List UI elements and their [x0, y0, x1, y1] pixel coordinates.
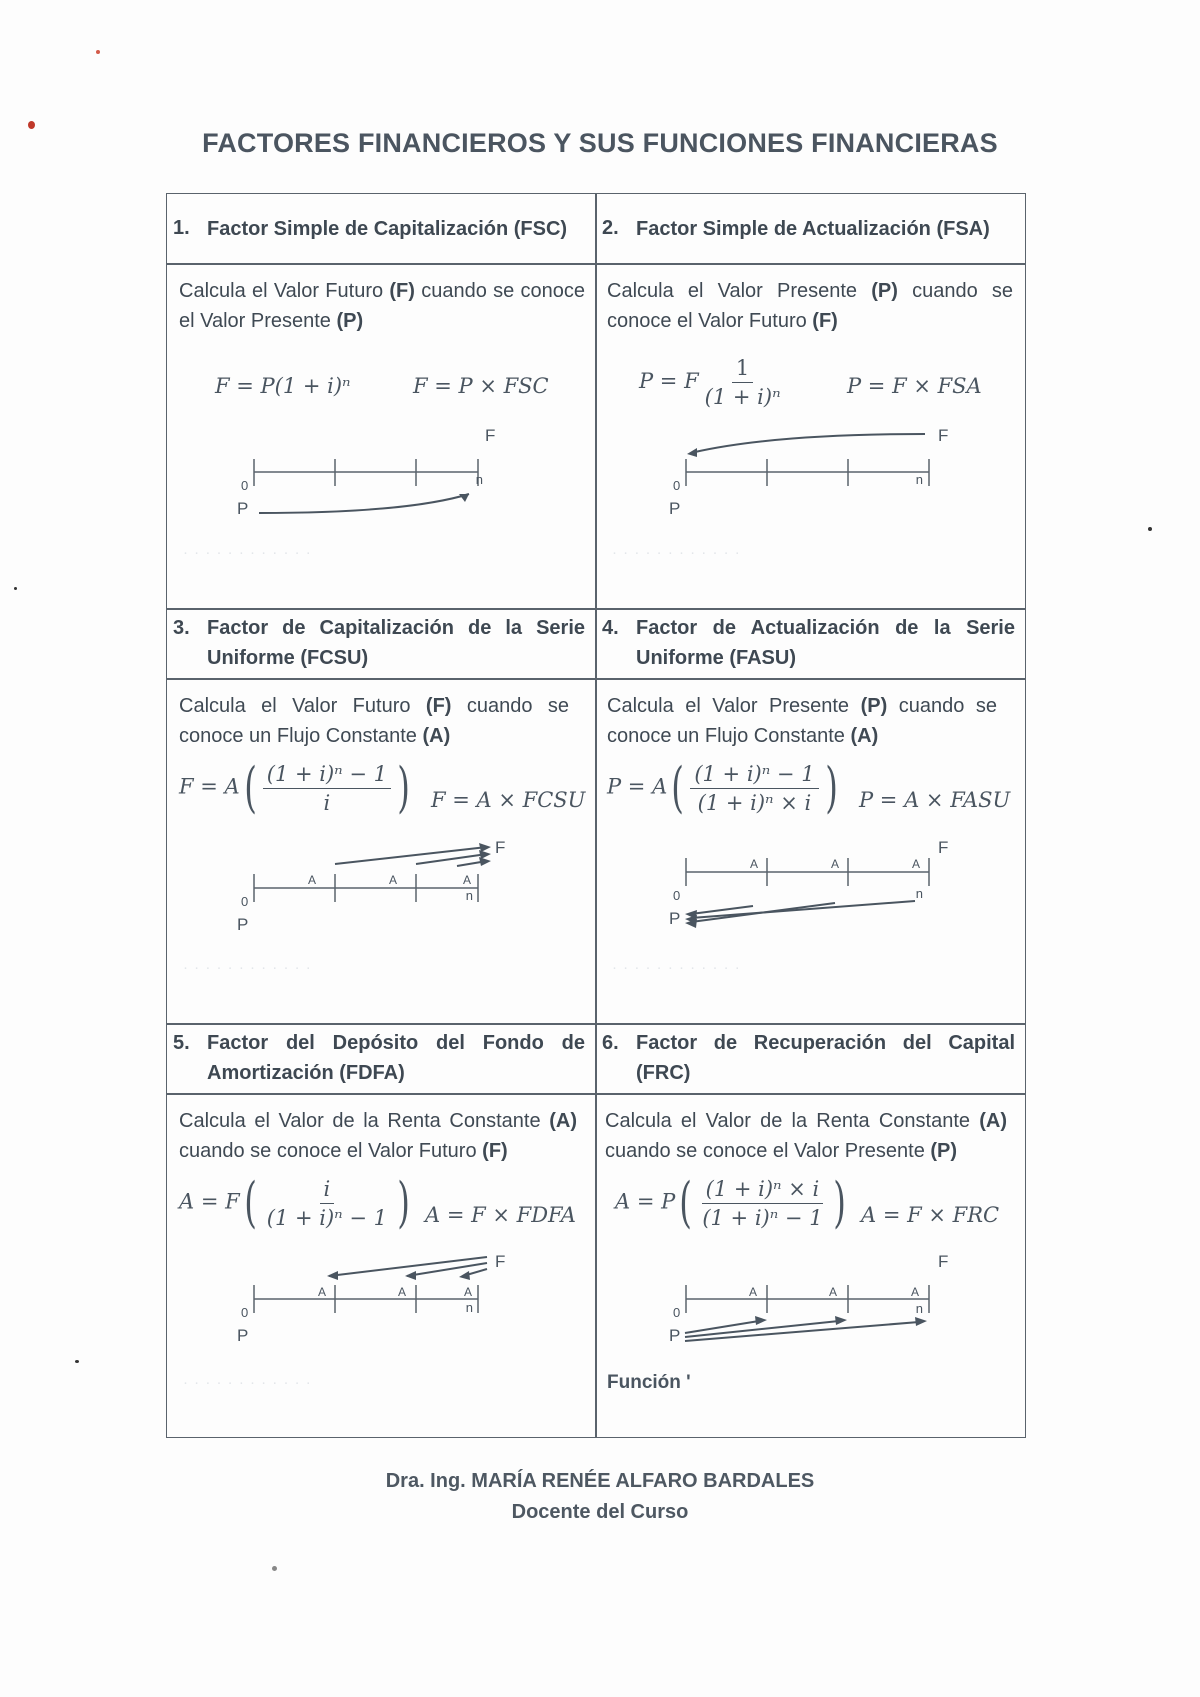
future-label: F	[938, 1252, 949, 1271]
present-label: P	[237, 499, 249, 518]
column-divider	[595, 194, 597, 1437]
factor-number: 3.	[173, 617, 190, 639]
cash-flow-diagram	[635, 1249, 1015, 1359]
faded-text: · · · · · · · · · · · ·	[183, 544, 312, 561]
desc-var: (A)	[979, 1110, 1007, 1132]
faded-text: · · · · · · · · · · · ·	[612, 544, 741, 561]
function-label: Función '	[607, 1372, 691, 1393]
faded-text: · · · · · · · · · · · ·	[183, 959, 312, 976]
desc-text: Calcula el Valor de la Renta Constante	[605, 1110, 980, 1132]
arrow-head-icon	[459, 494, 469, 502]
present-label: P	[237, 915, 249, 934]
arrow-head-icon	[479, 857, 491, 866]
denominator: (1 + i)ⁿ − 1	[266, 1205, 387, 1230]
cash-flow-diagram	[207, 424, 567, 534]
row-divider	[167, 263, 1025, 265]
period-start-label: 0	[241, 478, 249, 493]
period-end-label: n	[915, 886, 923, 901]
formula-fraction	[263, 762, 391, 815]
arrow-head-icon	[755, 1316, 767, 1325]
factor-title: Factor de Recuperación del Capital (FRC)	[636, 1032, 1015, 1084]
formula-main	[639, 356, 787, 409]
factor-description	[607, 276, 1023, 336]
desc-var: (F)	[389, 280, 415, 302]
factor-description	[179, 276, 595, 336]
present-label: P	[237, 1326, 249, 1345]
desc-text: Calcula el Valor Presente	[607, 280, 872, 302]
paren-close: )	[832, 1171, 846, 1234]
desc-var: (A)	[422, 725, 451, 747]
formula-text: P = F × FSA	[847, 374, 982, 398]
desc-text: Calcula el Valor Futuro	[179, 695, 426, 717]
formula-text: P = A	[607, 774, 668, 799]
paren-open: (	[671, 756, 685, 819]
annuity-label: A	[831, 857, 840, 871]
annuity-label: A	[398, 1285, 407, 1299]
factor-number: 5.	[173, 1032, 190, 1054]
factor-title: Factor Simple de Actualización (FSA)	[636, 217, 990, 240]
paren-close: )	[397, 756, 410, 819]
formula-alt	[425, 1203, 576, 1227]
desc-text: cuando se conoce el Valor Futuro	[179, 1140, 483, 1162]
formula-text: F = A × FCSU	[431, 788, 586, 812]
author-name: Dra. Ing. MARÍA RENÉE ALFARO BARDALES	[385, 1470, 815, 1492]
period-start-label: 0	[241, 1305, 249, 1320]
formula-fraction	[690, 762, 818, 815]
period-start-label: 0	[673, 1305, 681, 1320]
period-end-label: n	[915, 472, 923, 487]
present-label: P	[669, 1326, 681, 1345]
denominator: i	[323, 790, 331, 815]
formula-main	[215, 374, 351, 398]
annuity-label: A	[318, 1285, 327, 1299]
annuity-label: A	[463, 873, 472, 887]
cash-flow-diagram	[635, 834, 1015, 944]
factor-description	[607, 691, 1007, 751]
factor-description	[179, 691, 579, 751]
cash-flow-diagram	[207, 834, 567, 944]
factor-header-fdfa	[167, 1023, 595, 1093]
arrow-head-icon	[915, 1317, 927, 1326]
formula-alt	[413, 374, 549, 398]
paren-close: )	[397, 1171, 410, 1234]
period-start-label: 0	[241, 894, 249, 909]
arrow-head-icon	[459, 1271, 470, 1280]
formula-main	[607, 756, 842, 819]
desc-var: (F)	[812, 310, 838, 332]
paren-open: (	[679, 1171, 693, 1234]
future-label: F	[938, 838, 949, 857]
numerator: 1	[732, 356, 753, 383]
flow-arrow	[335, 847, 487, 864]
desc-var: (F)	[425, 695, 452, 717]
paren-open: (	[243, 1171, 257, 1234]
present-label: P	[669, 909, 681, 928]
desc-var: (A)	[850, 725, 879, 747]
flow-arrow	[691, 903, 835, 922]
numerator: (1 + i)ⁿ − 1	[690, 762, 818, 789]
formula-alt	[861, 1203, 999, 1227]
formula-text: A = F × FRC	[861, 1203, 1000, 1227]
desc-text: cuando se conoce el Valor Futuro	[607, 280, 1013, 332]
period-end-label: n	[465, 888, 473, 903]
desc-text: cuando se conoce el Valor Presente	[179, 280, 586, 332]
formula-text: F = P × FSC	[413, 374, 549, 398]
factors-table	[166, 193, 1026, 1438]
desc-var: (P)	[336, 310, 364, 332]
factor-header-fasu	[596, 608, 1025, 678]
factor-description	[605, 1106, 1017, 1166]
cash-flow-diagram	[635, 424, 1015, 534]
factor-title: Factor de Actualización de la Serie Uniforme (FASU)	[636, 617, 1015, 669]
present-label: P	[669, 499, 681, 518]
period-start-label: 0	[673, 888, 681, 903]
factor-description	[179, 1106, 587, 1166]
faded-text: · · · · · · · · · · · ·	[612, 959, 741, 976]
formula-text: A = P	[615, 1189, 676, 1214]
annuity-label: A	[911, 1285, 920, 1299]
future-label: F	[938, 426, 949, 445]
desc-var: (F)	[482, 1140, 508, 1162]
future-label: F	[485, 426, 496, 445]
row-divider	[167, 678, 1025, 680]
numerator: i	[320, 1177, 335, 1204]
formula-alt	[431, 788, 585, 812]
formula-text: P = A × FASU	[859, 788, 1011, 812]
denominator: (1 + i)ⁿ × i	[697, 790, 812, 815]
flow-arrow	[695, 434, 925, 452]
annuity-label: A	[389, 873, 398, 887]
footer	[0, 1466, 1200, 1528]
formula-fraction	[701, 356, 785, 409]
period-start-label: 0	[673, 478, 681, 493]
formula-text: A = F	[179, 1189, 240, 1214]
page-title: FACTORES FINANCIEROS Y SUS FUNCIONES FINANCIERAS	[202, 128, 998, 158]
period-end-label: n	[475, 472, 483, 487]
author-role: Docente del Curso	[511, 1501, 689, 1523]
factor-header-fsa	[596, 194, 1025, 263]
factor-header-fcsu	[167, 608, 595, 678]
desc-text: cuando se conoce un Flujo Constante	[179, 695, 570, 747]
formula-main	[179, 756, 414, 819]
factor-title: Factor Simple de Capitalización (FSC)	[207, 217, 568, 240]
numerator: (1 + i)ⁿ × i	[702, 1177, 824, 1204]
denominator: (1 + i)ⁿ	[704, 385, 781, 409]
formula-fraction	[263, 1177, 391, 1230]
formula-alt	[847, 374, 982, 398]
faded-text: · · · · · · · · · · · ·	[183, 1374, 312, 1391]
formula-alt	[859, 788, 1010, 812]
arrow-head-icon	[405, 1271, 416, 1280]
desc-var: (A)	[549, 1110, 577, 1132]
arrow-head-icon	[327, 1271, 338, 1280]
annuity-label: A	[464, 1285, 473, 1299]
factor-number: 2.	[602, 217, 619, 239]
period-end-label: n	[465, 1300, 473, 1315]
formula-text: F = A	[179, 774, 240, 799]
formula-main	[179, 1171, 414, 1234]
annuity-label: A	[749, 1285, 758, 1299]
factor-number: 6.	[602, 1032, 619, 1054]
desc-var: (P)	[860, 695, 888, 717]
cash-flow-diagram	[207, 1249, 567, 1359]
flow-arrow	[691, 906, 753, 914]
formula-text: A = F × FDFA	[425, 1203, 576, 1227]
desc-text: Calcula el Valor Presente	[607, 695, 861, 717]
row-divider	[167, 1093, 1025, 1095]
desc-text: cuando se conoce el Valor Presente	[605, 1140, 931, 1162]
desc-var: (P)	[871, 280, 898, 302]
flow-arrow	[259, 494, 469, 513]
paren-close: )	[824, 756, 838, 819]
formula-text: F = P(1 + i)ⁿ	[215, 374, 351, 398]
annuity-label: A	[750, 857, 759, 871]
future-label: F	[495, 838, 506, 857]
annuity-label: A	[308, 873, 317, 887]
formula-fraction	[698, 1177, 826, 1230]
factor-number: 4.	[602, 617, 619, 639]
desc-var: (P)	[930, 1140, 958, 1162]
annuity-label: A	[912, 857, 921, 871]
factor-header-frc	[596, 1023, 1025, 1093]
period-end-label: n	[915, 1301, 923, 1316]
factor-header-fsc	[167, 194, 595, 263]
desc-text: cuando se conoce un Flujo Constante	[607, 695, 997, 747]
factor-title: Factor del Depósito del Fondo de Amortización (FDFA)	[207, 1032, 585, 1084]
paren-open: (	[243, 756, 257, 819]
arrow-head-icon	[835, 1316, 847, 1325]
future-label: F	[495, 1252, 506, 1271]
numerator: (1 + i)ⁿ − 1	[263, 762, 391, 789]
desc-text: Calcula el Valor de la Renta Constante	[179, 1110, 550, 1132]
formula-main	[615, 1171, 850, 1234]
denominator: (1 + i)ⁿ − 1	[702, 1205, 823, 1230]
factor-number: 1.	[173, 217, 190, 239]
desc-text: Calcula el Valor Futuro	[179, 280, 390, 302]
annuity-label: A	[829, 1285, 838, 1299]
factor-title: Factor de Capitalización de la Serie Uniforme (FCSU)	[207, 617, 585, 669]
arrow-head-icon	[687, 448, 697, 457]
formula-text: P = F	[639, 369, 699, 393]
